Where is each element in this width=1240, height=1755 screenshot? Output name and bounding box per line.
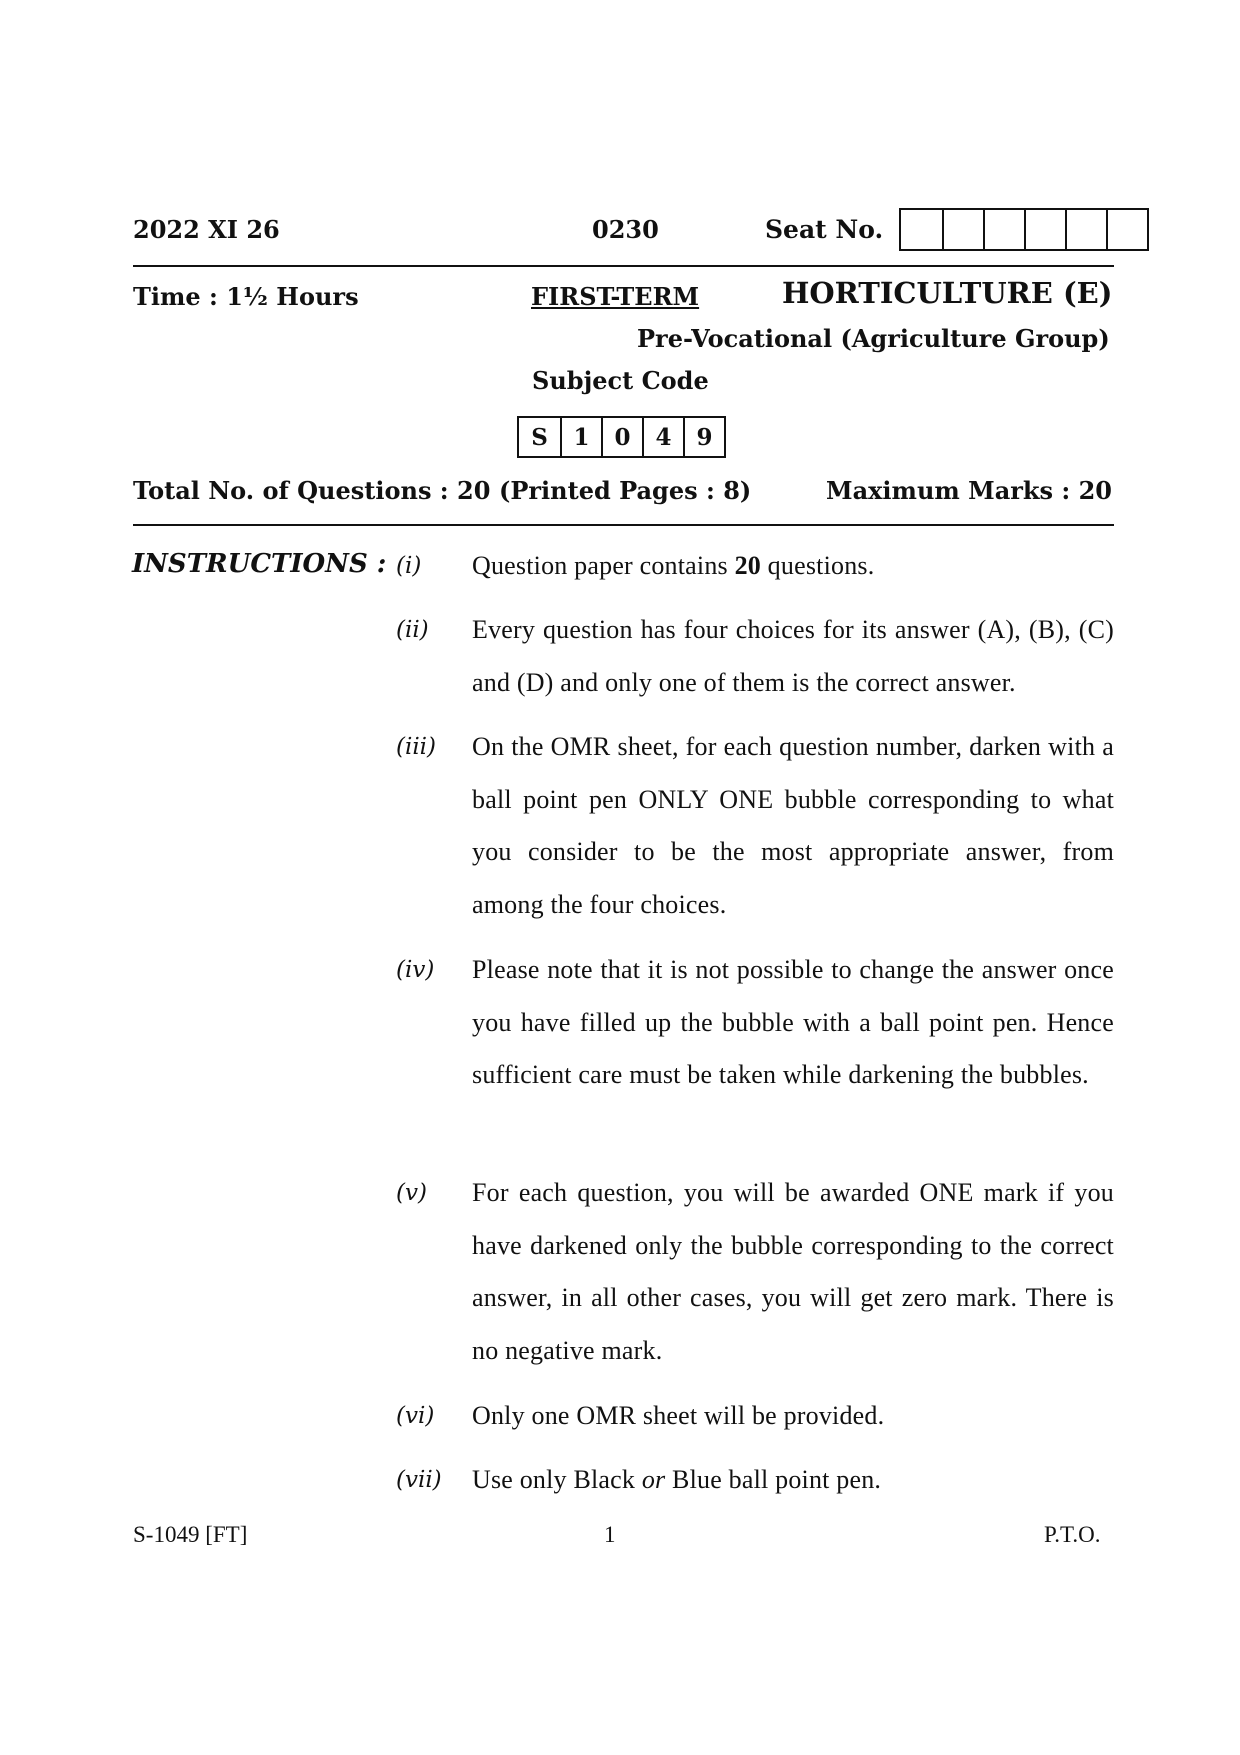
subject-code-label: Subject Code <box>532 366 709 395</box>
code-digit: S <box>531 423 548 451</box>
time-allowed: Time : 1½ Hours <box>133 282 359 311</box>
instruction-number: (ii) <box>396 617 429 643</box>
instruction-text: Use only Black or Blue ball point pen. <box>472 1465 882 1494</box>
seat-box[interactable] <box>1024 210 1065 249</box>
total-questions: Total No. of Questions : 20 <box>133 476 491 505</box>
seat-box[interactable] <box>901 210 942 249</box>
instruction-number: (i) <box>396 553 422 579</box>
seat-box[interactable] <box>1106 210 1147 249</box>
code-digit: 4 <box>642 418 683 456</box>
seat-box[interactable] <box>1065 210 1106 249</box>
instruction-text: For each question, you will be awarded ONE mark if you have darkened only the bubble corresponding to the correct answer, in all other cases, you will get zero mark. There is no negative mark. <box>472 1178 1114 1365</box>
footer-paper-code: S-1049 [FT] <box>133 1522 248 1547</box>
instruction-text: Every question has four choices for its answer (A), (B), (C) and (D) and only one of them is the correct answer. <box>472 615 1114 697</box>
exam-code: 2022 XI 26 <box>133 215 280 244</box>
paper-code: 0230 <box>592 215 659 244</box>
subject-code-boxes <box>517 416 726 458</box>
instruction-number: (vi) <box>396 1403 435 1429</box>
please-turn-over: P.T.O. <box>1044 1522 1101 1547</box>
instruction-number: (iii) <box>396 734 437 760</box>
instruction-number: (vii) <box>396 1467 442 1493</box>
seat-box[interactable] <box>983 210 1024 249</box>
instruction-number: (iv) <box>396 957 435 983</box>
instructions-label: INSTRUCTIONS : <box>132 549 387 579</box>
instruction-text: Only one OMR sheet will be provided. <box>472 1401 885 1430</box>
maximum-marks: Maximum Marks : 20 <box>826 476 1113 505</box>
group-title: Pre-Vocational (Agriculture Group) <box>637 324 1110 353</box>
subject-title: HORTICULTURE (E) <box>782 276 1113 310</box>
code-digit: 9 <box>683 418 724 456</box>
seat-number-boxes[interactable] <box>899 208 1149 251</box>
seat-label: Seat No. <box>765 215 884 244</box>
instruction-text: Question paper contains 20 questions. <box>472 551 875 580</box>
instruction-text: Please note that it is not possible to change the answer once you have filled up the bubble with a ball point pen. Hence sufficient care must be taken while darkening the bubbles. <box>472 955 1114 1089</box>
page-number: 1 <box>604 1522 616 1547</box>
instruction-number: (v) <box>396 1180 427 1206</box>
header-rule-bottom <box>133 524 1114 526</box>
instruction-text: On the OMR sheet, for each question number, darken with a ball point pen ONLY ONE bubble corresponding to what you consider to be the most appropriate answer, from among the four choices. <box>472 732 1114 919</box>
printed-pages: (Printed Pages : 8) <box>499 476 752 505</box>
code-digit: 1 <box>560 418 601 456</box>
header-rule-top <box>133 265 1114 267</box>
term-title: FIRST-TERM <box>531 282 700 311</box>
seat-box[interactable] <box>942 210 983 249</box>
code-digit: 0 <box>601 418 642 456</box>
